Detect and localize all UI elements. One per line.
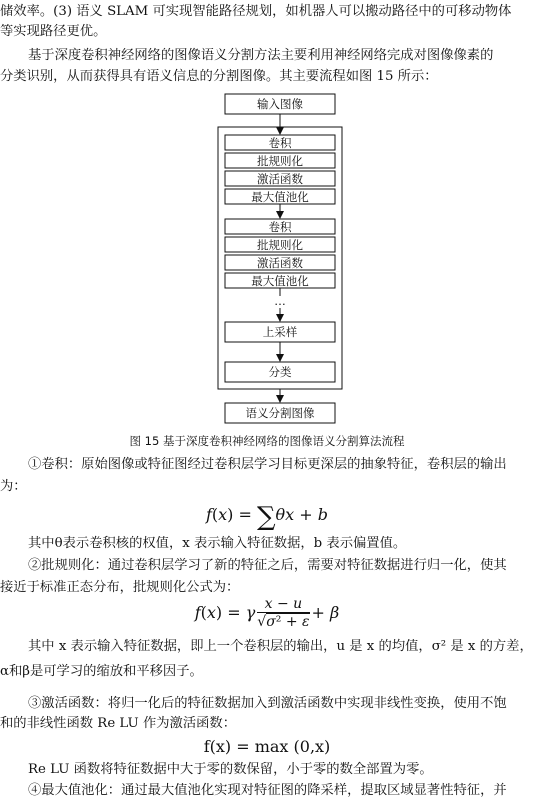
convolution-equation: f(x) = ∑θx + b bbox=[205, 502, 329, 532]
batchnorm-label: 批规则化 bbox=[257, 154, 303, 168]
batchnorm-equation: f(x) = γ $\frac{x - u}{\text{√σ² + ε}}$ + β bbox=[194, 596, 340, 630]
paragraph-line: ②批规则化：通过卷积层学习了新的特征之后，需要对特征数据进行归一化，使其 bbox=[28, 558, 507, 573]
output-label: 语义分割图像 bbox=[245, 406, 315, 420]
input-label: 输入图像 bbox=[257, 97, 303, 111]
paragraph-line: 其中θ表示卷积核的权值，x 表示输入特征数据，b 表示偏置值。 bbox=[28, 536, 407, 551]
paragraph-line: 其中 x 表示输入特征数据，即上一个卷积层的输出，u 是 x 的均值，σ² 是 x 的方差， bbox=[28, 639, 533, 654]
figure-caption: 图 15 基于深度卷积神经网络的图像语义分割算法流程 bbox=[129, 434, 405, 448]
ellipsis-label: … bbox=[274, 294, 286, 308]
paragraph-line: 基于深度卷积神经网络的图像语义分割方法主要利用神经网络完成对图像像素的 bbox=[28, 48, 494, 63]
paragraph-line: 等实现路径更优。 bbox=[0, 24, 107, 39]
classify-label: 分类 bbox=[268, 365, 292, 379]
batchnorm-label: 批规则化 bbox=[257, 238, 303, 252]
paragraph-line: 为： bbox=[0, 479, 27, 494]
paragraph-line: ③激活函数：将归一化后的特征数据加入到激活函数中实现非线性变换，使用不饱 bbox=[28, 696, 507, 711]
paragraph-line: 和的非线性函数 Re LU 作为激活函数： bbox=[0, 716, 237, 731]
upsample-label: 上采样 bbox=[262, 325, 298, 339]
activation-label: 激活函数 bbox=[257, 172, 303, 186]
paragraph-line: 接近于标准正态分布，批规则化公式为： bbox=[0, 580, 240, 595]
paragraph-line: Re LU 函数将特征数据中大于零的数保留，小于零的数全部置为零。 bbox=[28, 762, 433, 777]
maxpool-label: 最大值池化 bbox=[251, 190, 309, 204]
maxpool-label: 最大值池化 bbox=[251, 274, 309, 288]
activation-label: 激活函数 bbox=[257, 256, 303, 270]
relu-equation: f(x) = max (0,x) bbox=[203, 737, 331, 756]
paragraph-line: α和β是可学习的缩放和平移因子。 bbox=[0, 664, 203, 679]
paragraph-line: 储效率。(3) 语义 SLAM 可实现智能路径规划，如机器人可以搬动路径中的可移动物体 bbox=[0, 4, 512, 19]
conv-label: 卷积 bbox=[268, 136, 292, 150]
paragraph-line: ①卷积：原始图像或特征图经过卷积层学习目标更深层的抽象特征，卷积层的输出 bbox=[28, 457, 507, 472]
paragraph-line: ④最大值池化：通过最大值池化实现对特征图的降采样，提取区域显著性特征，并 bbox=[28, 783, 507, 798]
conv-label: 卷积 bbox=[268, 220, 292, 234]
paragraph-line: 分类识别，从而获得具有语义信息的分割图像。其主要流程如图 15 所示： bbox=[0, 69, 438, 84]
